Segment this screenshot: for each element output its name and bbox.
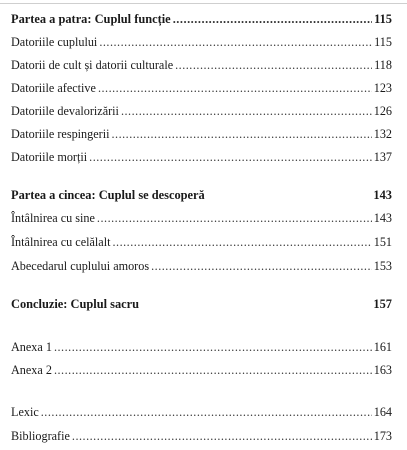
toc-entry-label: Datorii de cult și datorii culturale	[11, 58, 174, 72]
toc-heading-title: Partea a cincea: Cuplul se descoperă	[11, 188, 205, 202]
toc-entry[interactable]	[11, 404, 392, 420]
toc-entry[interactable]	[11, 234, 392, 250]
toc-entry-label: Datoriile morții	[11, 150, 88, 164]
toc-entry-page: 163	[373, 363, 392, 377]
toc-entry[interactable]	[11, 126, 392, 142]
dot-leader	[97, 210, 372, 226]
toc-entry-page: 143	[373, 211, 392, 225]
toc-heading-page: 143	[373, 188, 392, 202]
toc-heading-part-5[interactable]	[11, 187, 392, 203]
toc-entry-label: Întâlnirea cu celălalt	[11, 235, 111, 249]
toc-entry[interactable]	[11, 80, 392, 96]
toc-entry-page: 161	[373, 340, 392, 354]
top-edge-divider	[0, 3, 407, 4]
toc-heading-part-4[interactable]	[11, 11, 392, 27]
toc-entry[interactable]	[11, 339, 392, 355]
dot-leader	[54, 339, 372, 355]
toc-heading-page: 115	[374, 12, 392, 26]
toc-entry-label: Datoriile afective	[11, 81, 96, 95]
toc-heading-conclusion[interactable]	[11, 296, 392, 312]
toc-entry-page: 164	[373, 405, 392, 419]
dot-leader	[111, 126, 371, 142]
toc-entry-label: Datoriile cuplului	[11, 35, 98, 49]
toc-entry[interactable]	[11, 149, 392, 165]
toc-entry-page: 123	[373, 81, 392, 95]
dot-leader	[173, 11, 372, 27]
toc-entry-page: 126	[373, 104, 392, 118]
toc-entry-page: 153	[373, 259, 392, 273]
dot-leader	[54, 362, 372, 378]
toc-heading-title: Concluzie: Cuplul sacru	[11, 297, 140, 311]
toc-entry-label: Lexic	[11, 405, 39, 419]
toc-entry-page: 115	[374, 35, 392, 49]
dot-leader	[99, 34, 372, 50]
toc-entry[interactable]	[11, 258, 392, 274]
toc-entry-page: 118	[374, 58, 392, 72]
toc-entry[interactable]	[11, 362, 392, 378]
toc-entry[interactable]	[11, 428, 392, 444]
toc-entry-label: Anexa 2	[11, 363, 52, 377]
toc-entry-page: 137	[373, 150, 392, 164]
toc-entry[interactable]	[11, 103, 392, 119]
toc-entry[interactable]	[11, 57, 392, 73]
toc-entry-page: 173	[373, 429, 392, 443]
toc-entry-label: Anexa 1	[11, 340, 52, 354]
toc-entry-page: 132	[373, 127, 392, 141]
toc-entry-label: Datoriile respingerii	[11, 127, 110, 141]
toc-entry-label: Datoriile devalorizării	[11, 104, 119, 118]
dot-leader	[112, 234, 371, 250]
dot-leader	[72, 428, 372, 444]
dot-leader	[175, 57, 372, 73]
toc-entry[interactable]	[11, 210, 392, 226]
dot-leader	[121, 103, 372, 119]
toc-heading-title: Partea a patra: Cuplul funcție	[11, 12, 171, 26]
toc-entry-label: Bibliografie	[11, 429, 70, 443]
dot-leader	[41, 404, 372, 420]
toc-entry-page: 151	[373, 235, 392, 249]
toc-entry[interactable]	[11, 34, 392, 50]
dot-leader	[151, 258, 372, 274]
dot-leader	[98, 80, 372, 96]
toc-entry-label: Abecedarul cuplului amoros	[11, 259, 150, 273]
toc-heading-page: 157	[373, 297, 392, 311]
dot-leader	[89, 149, 372, 165]
toc-entry-label: Întâlnirea cu sine	[11, 211, 95, 225]
